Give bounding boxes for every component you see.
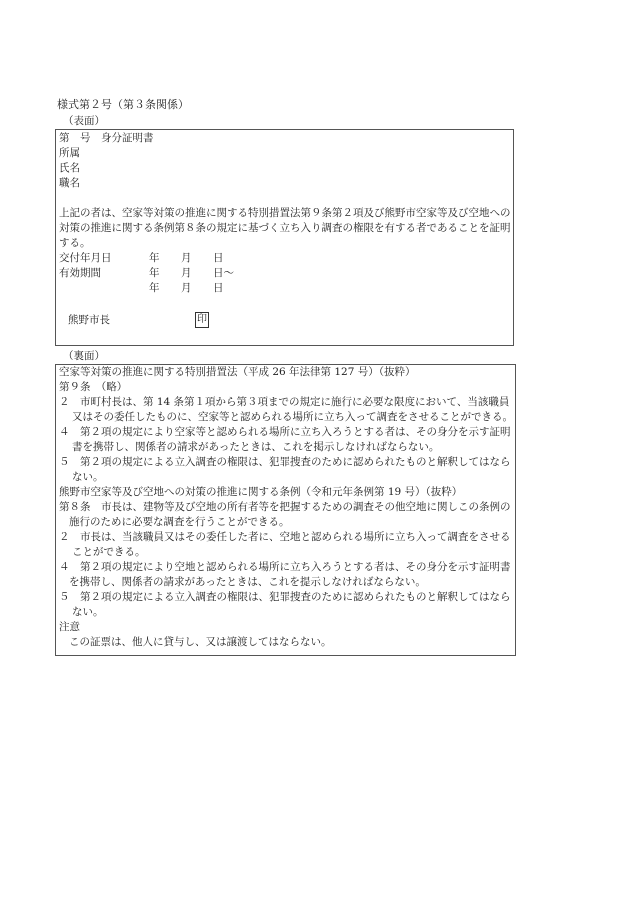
empty-label [59, 281, 149, 296]
name-field-label: 氏名 [59, 162, 80, 174]
mayor-title: 熊野市長 [68, 313, 110, 326]
validity-start-row [59, 266, 511, 281]
certification-statement: 上記の者は、空家等対策の推進に関する特別措置法第９条第２項及び熊野市空家等及び空地への対策の推進に関する条例第８条の規定に基づく立ち入り調査の権限を有する者であることを証明する。 [59, 207, 511, 249]
seal-stamp: 印 [195, 312, 209, 328]
year-unit: 年 [149, 282, 160, 294]
mayor-signature-row [59, 311, 511, 329]
law2-title: 熊野市空家等及び空地への対策の推進に関する条例（令和元年条例第 19 号）（抜粋） [59, 486, 463, 498]
day-unit: 日 [213, 252, 224, 264]
id-certificate-back [55, 364, 516, 656]
law2-article: 第８条 市長は、建物等及び空地の所有者等を把握するための調査その他空地に関しこの条例の施行のために必要な調査を行うことができる。 [59, 501, 511, 528]
month-unit: 月 [181, 267, 192, 279]
issue-date-label: 交付年月日 [59, 252, 112, 264]
month-unit: 月 [181, 252, 192, 264]
note-heading: 注意 [59, 621, 80, 633]
law1-title: 空家等対策の推進に関する特別措置法（平成 26 年法律第 127 号）（抜粋） [59, 366, 416, 378]
position-field-label: 職名 [59, 177, 80, 189]
law2-item-2: ２ 市長は、当該職員又はその委任した者に、空地と認められる場所に立ち入って調査をさせることができる。 [59, 531, 511, 558]
day-unit: 日 [213, 282, 224, 294]
law1-article: 第９条 （略） [59, 381, 128, 393]
law2-item-4: ４ 第２項の規定により空地と認められる場所に立ち入ろうとする者は、その身分を示す証明書を携帯し、関係者の請求があったときは、これを提示しなければならない。 [59, 561, 511, 588]
law2-item-5: ５ 第２項の規定による立入調査の権限は、犯罪捜査のために認められたものと解釈してはならない。 [59, 591, 511, 618]
year-unit: 年 [149, 252, 160, 264]
law1-item-5: ５ 第２項の規定による立入調査の権限は、犯罪捜査のために認められたものと解釈してはならない。 [59, 456, 511, 483]
certificate-title: 第 号 身分証明書 [59, 132, 154, 144]
back-side-label: （裏面） [63, 350, 105, 362]
issue-date-row [59, 251, 511, 266]
day-from-unit: 日～ [213, 267, 234, 279]
law1-item-2: ２ 市町村長は、第 14 条第１項から第３項までの規定に施行に必要な限度において、当該職員又はその委任したものに、空家等と認められる場所に立ち入って調査をさせることができる。 [59, 396, 513, 423]
validity-period-label: 有効期間 [59, 267, 101, 279]
affiliation-field-label: 所属 [59, 147, 80, 159]
spacer [59, 191, 511, 206]
law1-item-4: ４ 第２項の規定により空家等と認められる場所に立ち入ろうとする者は、その身分を示す証明書を携帯し、関係者の請求があったときは、これを掲示しなければならない。 [59, 426, 511, 453]
validity-end-row [59, 281, 511, 296]
front-side-label: （表面） [63, 115, 105, 127]
note-text: この証票は、他人に貸与し、又は譲渡してはならない。 [69, 636, 332, 648]
form-number-title: 様式第２号（第３条関係） [57, 98, 189, 111]
month-unit: 月 [181, 282, 192, 294]
year-unit: 年 [149, 267, 160, 279]
id-certificate-front [55, 129, 514, 346]
